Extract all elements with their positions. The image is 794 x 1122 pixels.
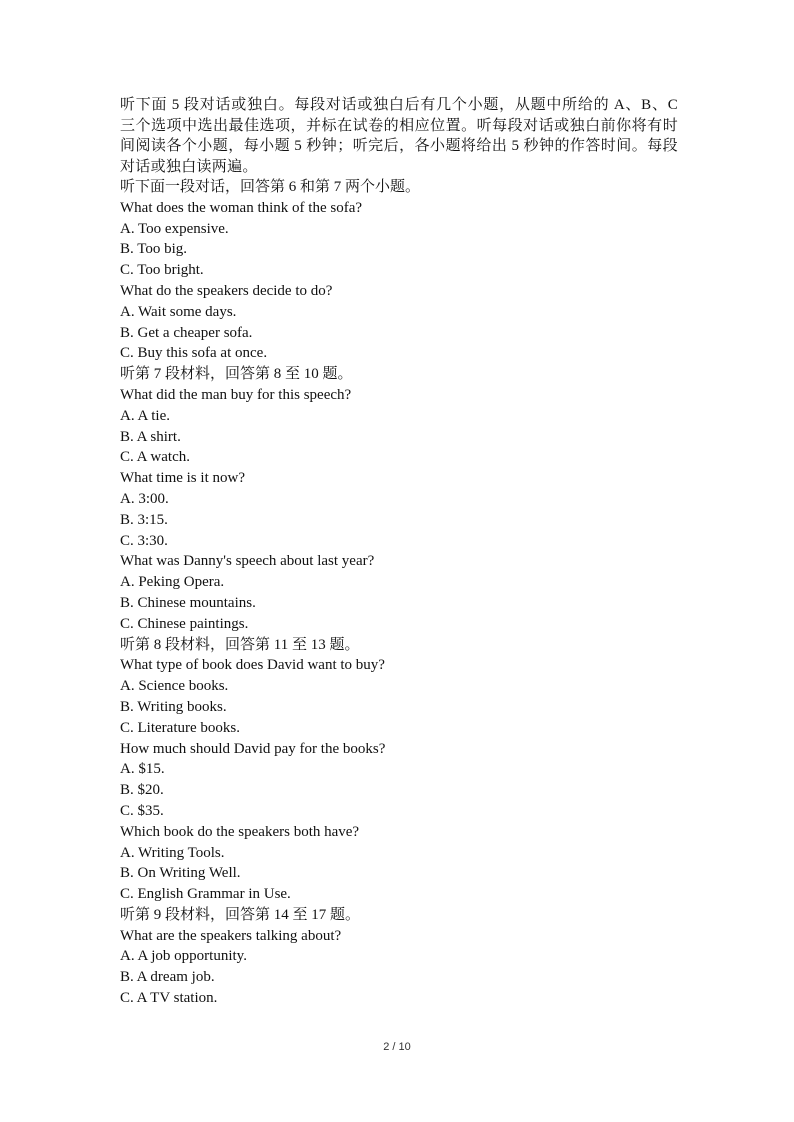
answer-option: A. $15. bbox=[120, 761, 165, 778]
page-number: 2 / 10 bbox=[383, 1041, 411, 1053]
answer-option: B. Get a cheaper sofa. bbox=[120, 324, 253, 341]
question-text: What time is it now? bbox=[120, 470, 245, 487]
answer-option: C. Too bright. bbox=[120, 262, 204, 279]
question-text: What was Danny's speech about last year? bbox=[120, 553, 375, 570]
answer-option: B. A dream job. bbox=[120, 969, 215, 986]
answer-option: A. Wait some days. bbox=[120, 303, 237, 320]
question-text: Which book do the speakers both have? bbox=[120, 823, 360, 840]
answer-option: C. 3:30. bbox=[120, 532, 168, 549]
answer-option: A. Science books. bbox=[120, 678, 229, 695]
answer-option: A. Too expensive. bbox=[120, 220, 229, 237]
answer-option: A. Writing Tools. bbox=[120, 844, 225, 861]
answer-option: B. Chinese mountains. bbox=[120, 594, 256, 611]
question-text: What did the man buy for this speech? bbox=[120, 386, 352, 403]
section-heading: 听第 8 段材料，回答第 11 至 13 题。 bbox=[120, 636, 360, 653]
answer-option: A. A job opportunity. bbox=[120, 948, 247, 965]
answer-option: B. 3:15. bbox=[120, 511, 168, 528]
answer-option: B. Writing books. bbox=[120, 698, 227, 715]
section-instructions: 听下面 5 段对话或独白。每段对话或独白后有几个小题，从题中所给的 A、B、C 三个选项中选出最佳选项，并标在试卷的相应位置。听每段对话或独白前你将有时间阅读各个小题，每小题 5 秒钟；听完后，各小题将给出 5 秒钟的作答时间。每段对话或独白读两遍。 bbox=[120, 97, 678, 175]
answer-option: A. Peking Opera. bbox=[120, 574, 225, 591]
section-heading: 听第 7 段材料，回答第 8 至 10 题。 bbox=[120, 366, 353, 383]
question-list bbox=[120, 177, 678, 1009]
answer-option: A. 3:00. bbox=[120, 490, 169, 507]
question-text: What are the speakers talking about? bbox=[120, 927, 342, 944]
answer-option: C. A TV station. bbox=[120, 990, 218, 1007]
question-text: What does the woman think of the sofa? bbox=[120, 199, 363, 216]
answer-option: C. English Grammar in Use. bbox=[120, 886, 291, 903]
answer-option: B. A shirt. bbox=[120, 428, 181, 445]
answer-option: C. Chinese paintings. bbox=[120, 615, 249, 632]
answer-option: B. On Writing Well. bbox=[120, 865, 241, 882]
answer-option: A. A tie. bbox=[120, 407, 171, 424]
page-content bbox=[120, 95, 678, 1009]
question-text: How much should David pay for the books? bbox=[120, 740, 386, 757]
question-text: What do the speakers decide to do? bbox=[120, 282, 333, 299]
answer-option: B. $20. bbox=[120, 782, 164, 799]
answer-option: C. Buy this sofa at once. bbox=[120, 345, 268, 362]
answer-option: C. A watch. bbox=[120, 449, 190, 466]
answer-option: C. $35. bbox=[120, 802, 164, 819]
answer-option: B. Too big. bbox=[120, 241, 188, 258]
answer-option: C. Literature books. bbox=[120, 719, 240, 736]
section-heading: 听第 9 段材料，回答第 14 至 17 题。 bbox=[120, 906, 361, 923]
question-text: What type of book does David want to buy? bbox=[120, 657, 385, 674]
section-heading: 听下面一段对话，回答第 6 和第 7 两个小题。 bbox=[120, 179, 421, 195]
